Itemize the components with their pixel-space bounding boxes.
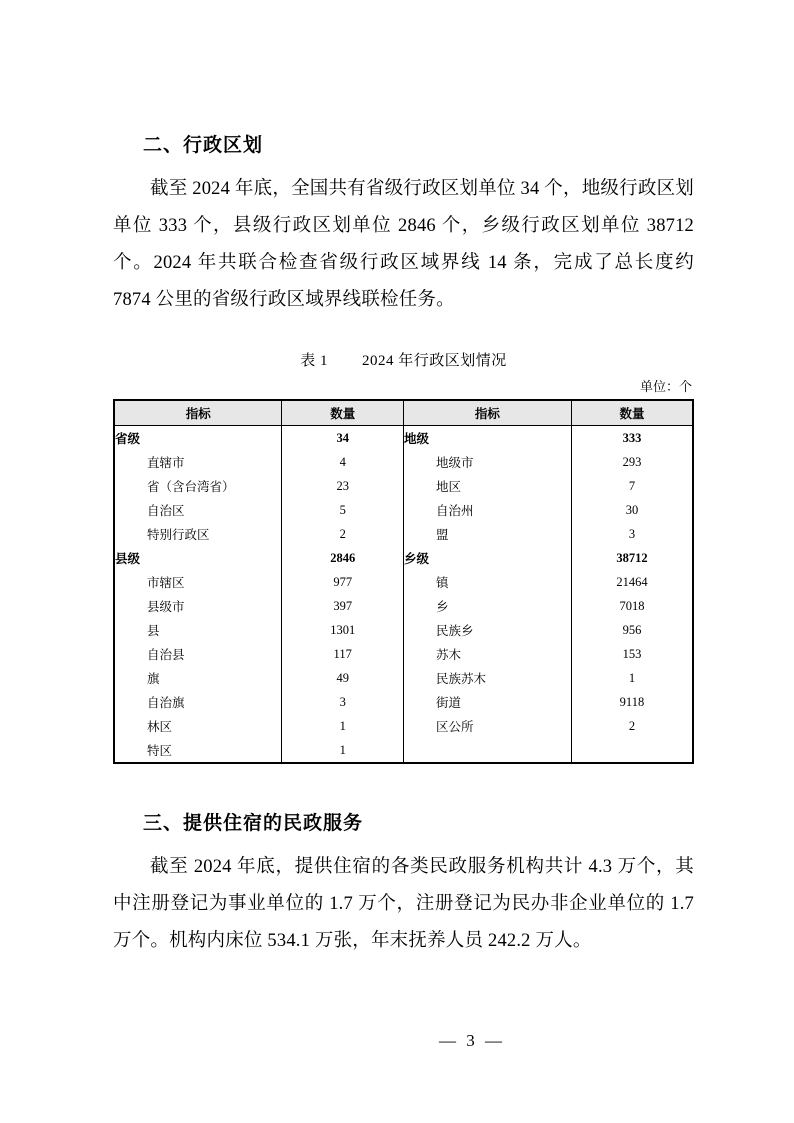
cell-quantity-left: 49 bbox=[282, 666, 404, 690]
table-row bbox=[114, 570, 693, 594]
cell-indicator-left: 林区 bbox=[114, 714, 282, 738]
cell-quantity-left: 1301 bbox=[282, 618, 404, 642]
cell-quantity-right: 38712 bbox=[571, 546, 693, 570]
cell-quantity-left: 34 bbox=[282, 426, 404, 451]
cell-indicator-left: 特别行政区 bbox=[114, 522, 282, 546]
cell-indicator-left: 旗 bbox=[114, 666, 282, 690]
cell-indicator-left: 省级 bbox=[114, 426, 282, 451]
cell-quantity-right: 7 bbox=[571, 474, 693, 498]
cell-indicator-right: 地级 bbox=[403, 426, 571, 451]
cell-quantity-left: 1 bbox=[282, 738, 404, 763]
cell-quantity-left: 2 bbox=[282, 522, 404, 546]
cell-indicator-right: 街道 bbox=[403, 690, 571, 714]
column-header-quantity-left: 数量 bbox=[282, 400, 404, 426]
cell-indicator-right: 乡 bbox=[403, 594, 571, 618]
table-row bbox=[114, 690, 693, 714]
cell-indicator-right: 镇 bbox=[403, 570, 571, 594]
cell-indicator-right: 苏木 bbox=[403, 642, 571, 666]
column-header-quantity-right: 数量 bbox=[571, 400, 693, 426]
paragraph-residential-services: 截至 2024 年底，提供住宿的各类民政服务机构共计 4.3 万个，其中注册登记为事业单位的 1.7 万个，注册登记为民办非企业单位的 1.7 万个。机构内床位 534.1 万张，年末抚养人员 242.2 万人。 bbox=[113, 857, 694, 951]
cell-quantity-left: 117 bbox=[282, 642, 404, 666]
cell-quantity-right: 333 bbox=[571, 426, 693, 451]
cell-indicator-left: 自治县 bbox=[114, 642, 282, 666]
page-footer bbox=[0, 1031, 794, 1051]
page-number: — 3 — bbox=[439, 1031, 505, 1050]
table-row bbox=[114, 522, 693, 546]
table-row bbox=[114, 474, 693, 498]
table-row bbox=[114, 738, 693, 763]
table-row bbox=[114, 426, 693, 451]
cell-indicator-left: 市辖区 bbox=[114, 570, 282, 594]
cell-indicator-left: 省（含台湾省） bbox=[114, 474, 282, 498]
cell-quantity-right: 2 bbox=[571, 714, 693, 738]
table-row bbox=[114, 618, 693, 642]
cell-quantity-right: 9118 bbox=[571, 690, 693, 714]
cell-indicator-right: 民族苏木 bbox=[403, 666, 571, 690]
cell-quantity-right: 1 bbox=[571, 666, 693, 690]
column-header-indicator-right: 指标 bbox=[403, 400, 571, 426]
cell-indicator-right: 地级市 bbox=[403, 450, 571, 474]
paragraph-administrative-divisions: 截至 2024 年底，全国共有省级行政区划单位 34 个，地级行政区划单位 333 个，县级行政区划单位 2846 个，乡级行政区划单位 38712 个。2024 年共联合检查省级行政区域界线 14 条，完成了总长度约 7874 公里的省级行政区域界线联检任务。 bbox=[113, 179, 694, 310]
table-row bbox=[114, 450, 693, 474]
cell-quantity-left: 977 bbox=[282, 570, 404, 594]
section-heading-administrative-divisions: 二、行政区划 bbox=[143, 134, 264, 156]
administrative-divisions-table bbox=[113, 399, 694, 764]
cell-indicator-left: 县级 bbox=[114, 546, 282, 570]
table-row bbox=[114, 594, 693, 618]
cell-indicator-left: 县级市 bbox=[114, 594, 282, 618]
table-row bbox=[114, 498, 693, 522]
cell-indicator-left: 直辖市 bbox=[114, 450, 282, 474]
cell-indicator-right bbox=[403, 738, 571, 763]
cell-quantity-right: 293 bbox=[571, 450, 693, 474]
cell-quantity-left: 5 bbox=[282, 498, 404, 522]
cell-indicator-right: 盟 bbox=[403, 522, 571, 546]
column-header-indicator-left: 指标 bbox=[114, 400, 282, 426]
cell-indicator-right: 民族乡 bbox=[403, 618, 571, 642]
cell-quantity-right: 7018 bbox=[571, 594, 693, 618]
table-row bbox=[114, 546, 693, 570]
cell-indicator-right: 区公所 bbox=[403, 714, 571, 738]
cell-indicator-left: 自治旗 bbox=[114, 690, 282, 714]
table-block bbox=[113, 349, 694, 764]
cell-indicator-right: 自治州 bbox=[403, 498, 571, 522]
table-row bbox=[114, 714, 693, 738]
table-row bbox=[114, 642, 693, 666]
cell-quantity-right bbox=[571, 738, 693, 763]
table-body bbox=[114, 426, 693, 764]
cell-quantity-left: 23 bbox=[282, 474, 404, 498]
cell-quantity-left: 4 bbox=[282, 450, 404, 474]
table-caption bbox=[113, 349, 694, 370]
cell-quantity-left: 3 bbox=[282, 690, 404, 714]
table-caption-number: 表 1 bbox=[300, 353, 328, 369]
cell-quantity-right: 30 bbox=[571, 498, 693, 522]
table-unit: 单位：个 bbox=[639, 379, 692, 394]
cell-indicator-right: 地区 bbox=[403, 474, 571, 498]
table-row bbox=[114, 666, 693, 690]
table-header bbox=[114, 400, 693, 426]
cell-quantity-right: 21464 bbox=[571, 570, 693, 594]
cell-quantity-left: 1 bbox=[282, 714, 404, 738]
cell-indicator-left: 特区 bbox=[114, 738, 282, 763]
cell-quantity-right: 956 bbox=[571, 618, 693, 642]
cell-indicator-left: 自治区 bbox=[114, 498, 282, 522]
cell-quantity-right: 153 bbox=[571, 642, 693, 666]
cell-indicator-left: 县 bbox=[114, 618, 282, 642]
cell-quantity-left: 2846 bbox=[282, 546, 404, 570]
cell-indicator-right: 乡级 bbox=[403, 546, 571, 570]
cell-quantity-right: 3 bbox=[571, 522, 693, 546]
table-caption-title: 2024 年行政区划情况 bbox=[362, 353, 507, 369]
section-heading-residential-services: 三、提供住宿的民政服务 bbox=[143, 812, 364, 834]
cell-quantity-left: 397 bbox=[282, 594, 404, 618]
